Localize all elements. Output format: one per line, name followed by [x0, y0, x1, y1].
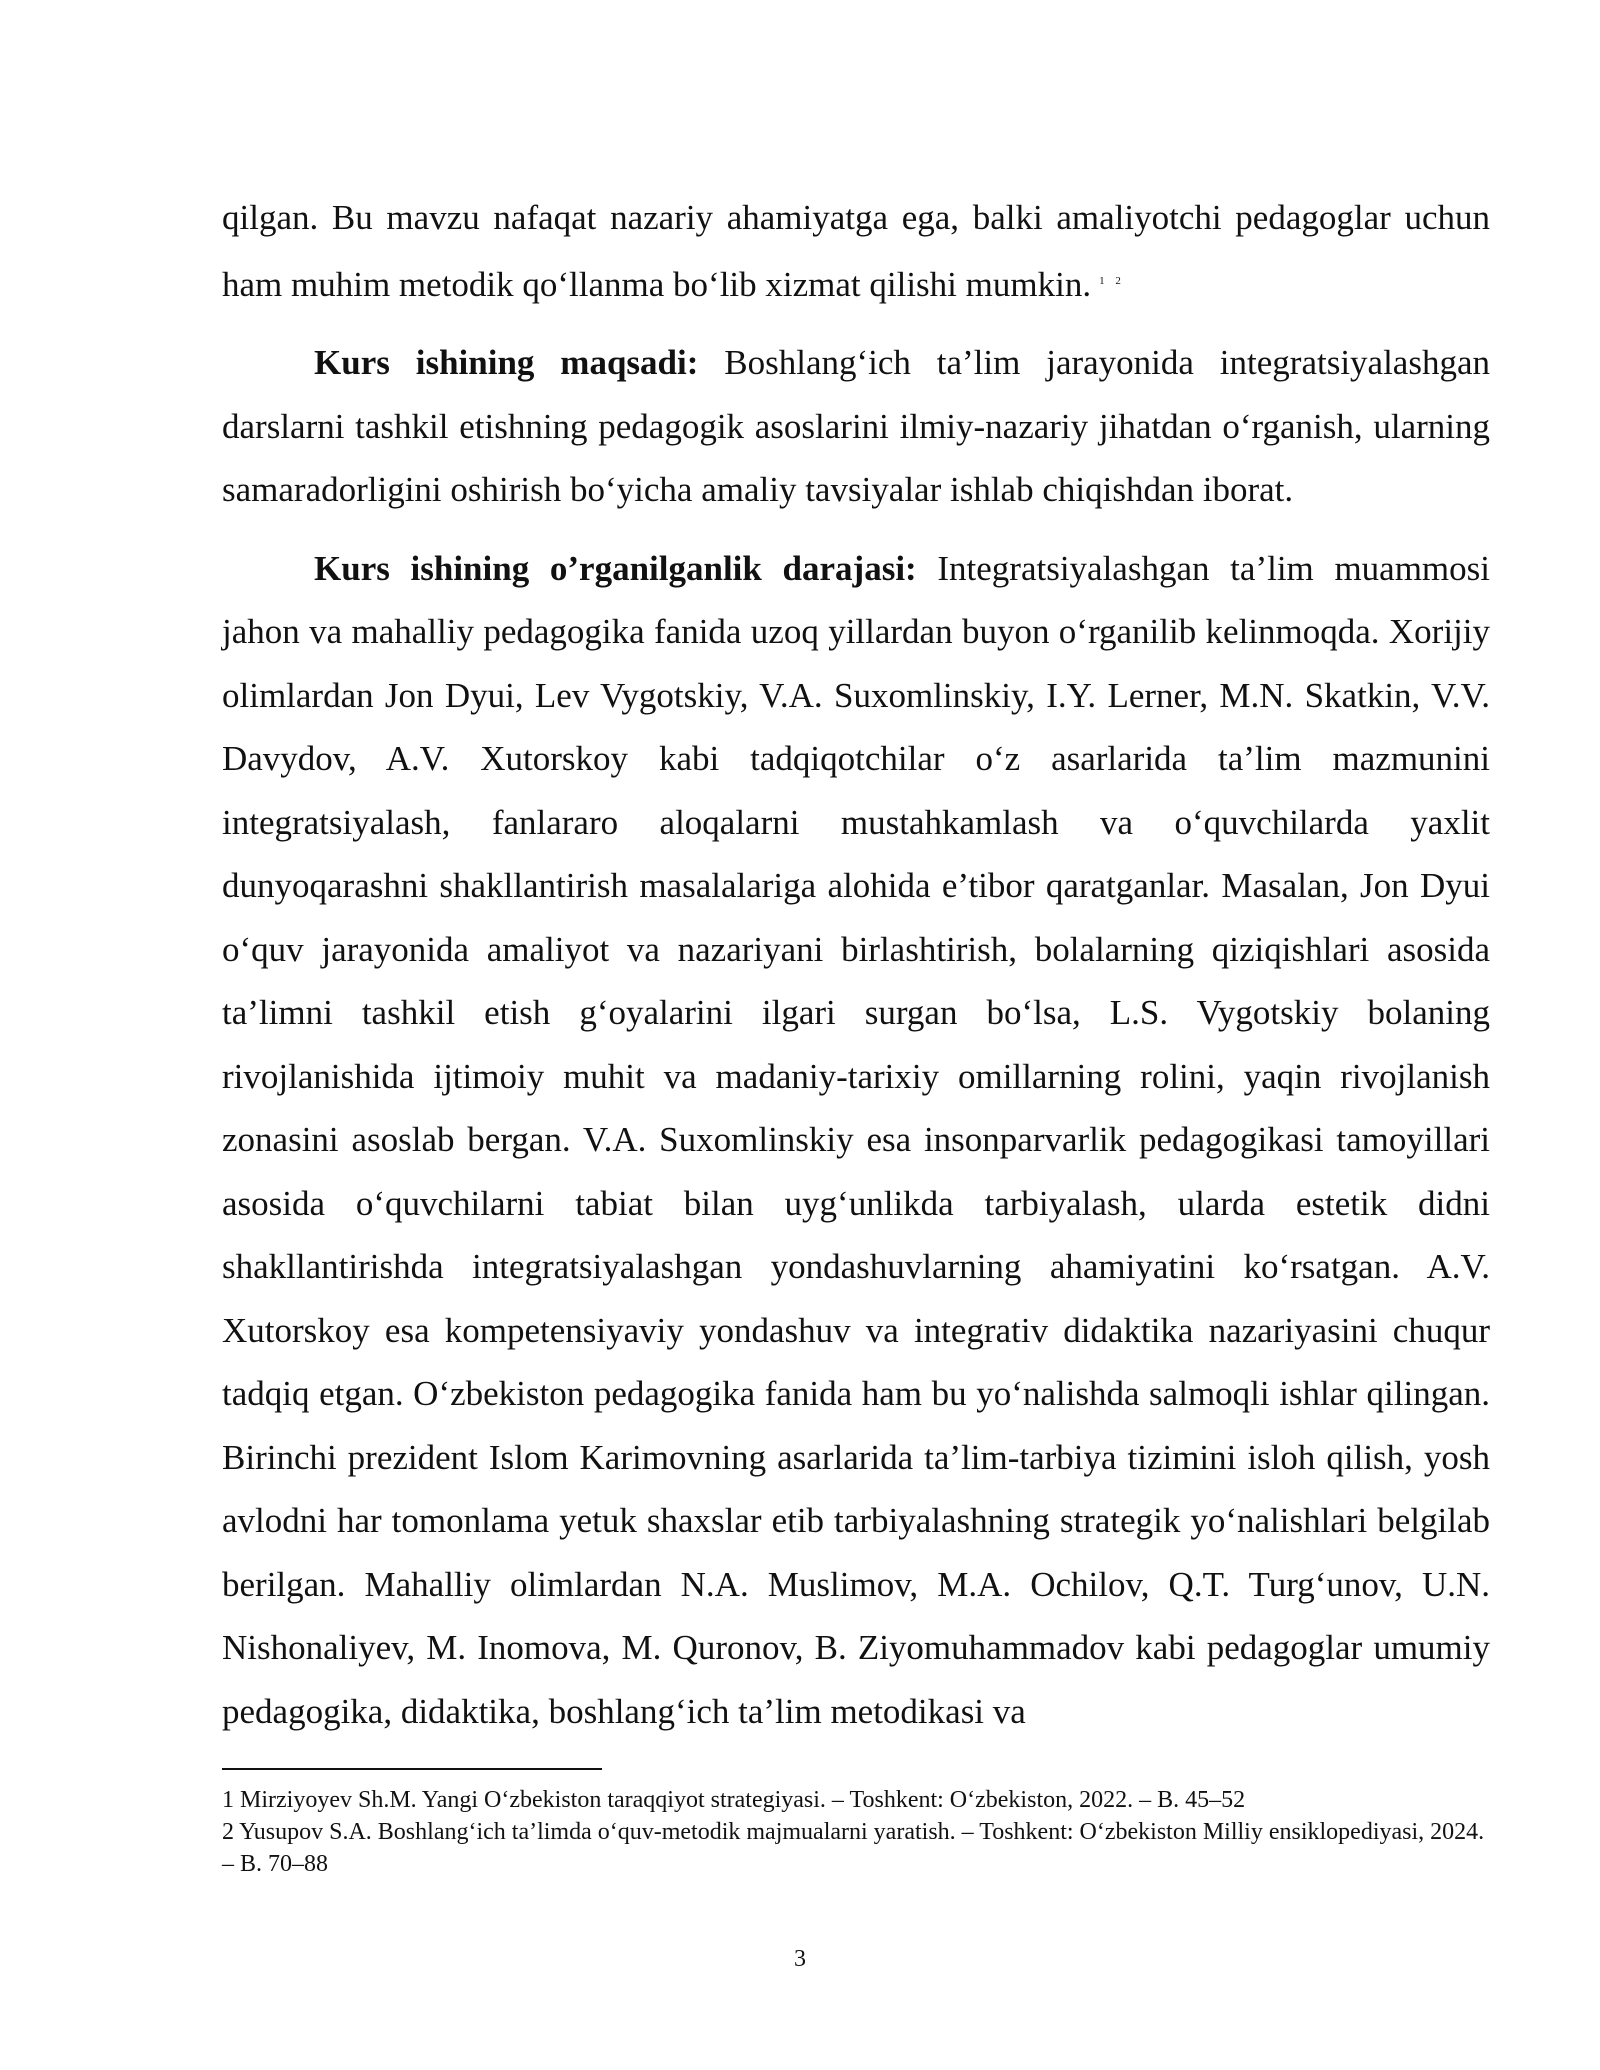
body-text	[222, 186, 1490, 1743]
paragraph-heading: Kurs ishining o’rganilganlik darajasi:	[314, 548, 917, 588]
footnotes	[222, 1784, 1490, 1880]
footnote-2: 2 Yusupov S.A. Boshlang‘ich ta’limda o‘quv-metodik majmualarni yaratish. – Toshkent: O‘zbekiston Milliy ensiklopediyasi, 2024. – B. 70–88	[222, 1819, 1485, 1877]
paragraph-study-level	[222, 537, 1490, 1744]
paragraph-continuation	[222, 186, 1490, 316]
footnote-separator	[222, 1768, 602, 1770]
paragraph-heading: Kurs ishining maqsadi:	[314, 343, 699, 382]
paragraph-aim	[222, 331, 1490, 522]
footnote-reference[interactable]: 1 2	[1099, 274, 1125, 287]
footnote-1: 1 Mirziyoyev Sh.M. Yangi O‘zbekiston taraqqiyot strategiyasi. – Toshkent: O‘zbekiston, 2022. – B. 45–52	[222, 1787, 1246, 1813]
paragraph-text: Boshlang‘ich ta’lim jarayonida integratsiyalashgan darslarni tashkil etishning pedagogik asoslarini ilmiy-nazariy jihatdan o‘rganish, ularning samaradorligini oshirish bo‘yicha amaliy tavsiyalar ishlab chiqishdan iborat.	[222, 343, 1490, 509]
page-number: 3	[794, 1946, 806, 1972]
paragraph-text: Integratsiyalashgan ta’lim muammosi jahon va mahalliy pedagogika fanida uzoq yillardan buyon o‘rganilib kelinmoqda. Xorijiy olimlardan Jon Dyui, Lev Vygotskiy, V.A. Suxomlinskiy, I.Y. Lerner, M.N. Skatkin, V.V. Davydov, A.V. Xutorskoy kabi tadqiqotchilar o‘z asarlarida ta’lim mazmunini integratsiyalash, fanlararo aloqalarni mustahkamlash va o‘quvchilarda yaxlit dunyoqarashni shakllantirish masalalariga alohida e’tibor qaratganlar. Masalan, Jon Dyui o‘quv jarayonida amaliyot va nazariyani birlashtirish, bolalarning qiziqishlari asosida ta’limni tashkil etish g‘oyalarini ilgari surgan bo‘lsa, L.S. Vygotskiy bolaning rivojlanishida ijtimoiy muhit va madaniy-tarixiy omillarning rolini, yaqin rivojlanish zonasini asoslab bergan. V.A. Suxomlinskiy esa insonparvarlik pedagogikasi tamoyillari asosida o‘quvchilarni tabiat bilan uyg‘unlikda tarbiyalash, ularda estetik didni shakllantirishda integratsiyalashgan yondashuvlarning ahamiyatini ko‘rsatgan. A.V. Xutorskoy esa kompetensiyaviy yondashuv va integrativ didaktika nazariyasini chuqur tadqiq etgan. O‘zbekiston pedagogika fanida ham bu yo‘nalishda salmoqli ishlar qilingan. Birinchi prezident Islom Karimovning asarlarida ta’lim-tarbiya tizimini isloh qilish, yosh avlodni har tomonlama yetuk shaxslar etib tarbiyalashning strategik yo‘nalishlari belgilab berilgan. Mahalliy olimlardan N.A. Muslimov, M.A. Ochilov, Q.T. Turg‘unov, U.N. Nishonaliyev, M. Inomova, M. Quronov, B. Ziyomuhammadov kabi pedagoglar umumiy pedagogika, didaktika, boshlang‘ich ta’lim metodikasi va	[222, 548, 1490, 1731]
paragraph-text: qilgan. Bu mavzu nafaqat nazariy ahamiyatga ega, balki amaliyotchi pedagoglar uchun ham muhim metodik qo‘llanma bo‘lib xizmat qilishi mumkin.	[222, 198, 1490, 304]
